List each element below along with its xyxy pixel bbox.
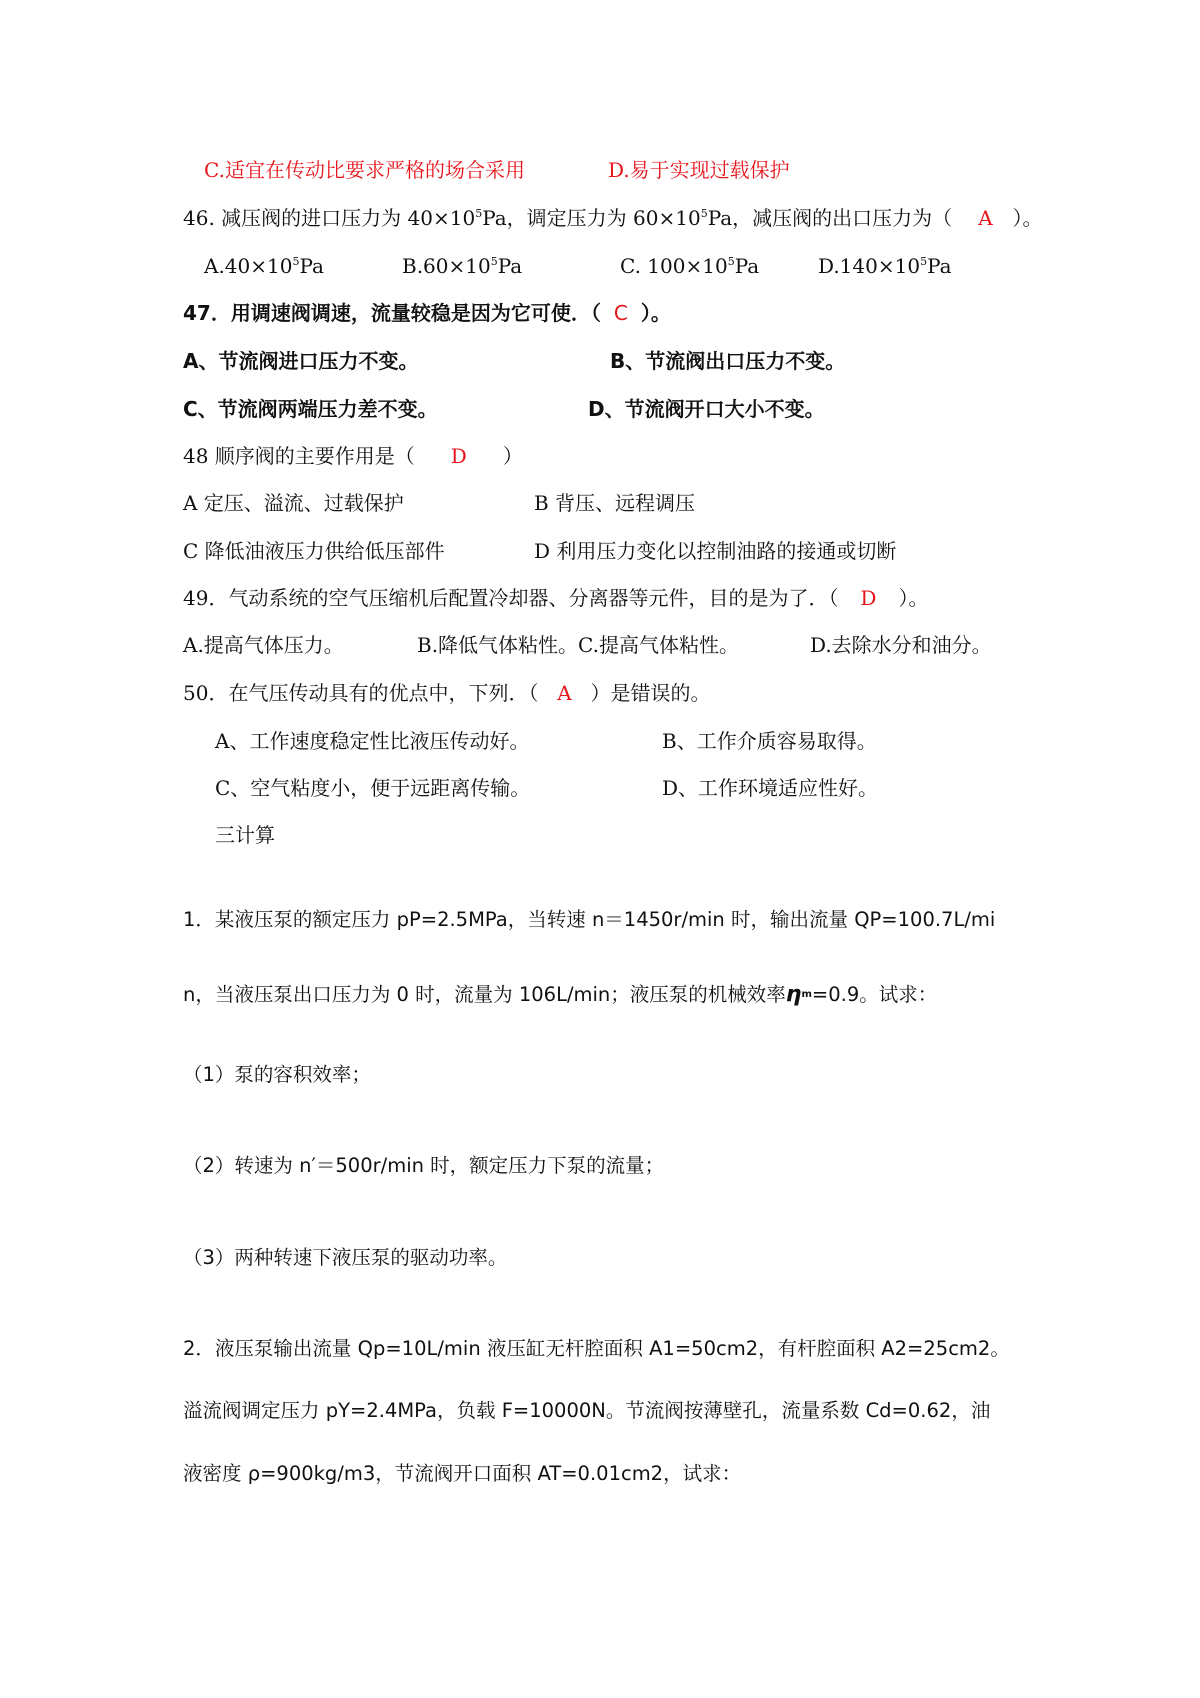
q48-option-c: C 降低油液压力供给低压部件 bbox=[183, 539, 445, 563]
calc2-line1: 2．液压泵输出流量 Qp=10L/min 液压缸无杆腔面积 A1=50cm2，有杆腔面积 A2=25cm2。 bbox=[183, 1337, 1010, 1360]
q49-option-a: A.提高气体压力。 bbox=[183, 633, 344, 657]
q50-option-a: A、工作速度稳定性比液压传动好。 bbox=[215, 729, 530, 753]
q46-stem-c: Pa，减压阀的出口压力为（ bbox=[707, 206, 953, 230]
q46-question: 46. 减压阀的进口压力为 $40\times 10^5Pa$，调定压力为 $60\times 10^5Pa$，减压阀的出口压力为（ A ）。 bbox=[183, 206, 1043, 230]
calc1-line2: n，当液压泵出口压力为 0 时，流量为 106L/min；液压泵的机械效率ηm=0.9。试求： bbox=[183, 982, 938, 1007]
q46-stem-a: 减压阀的进口压力为 40×10 bbox=[221, 206, 476, 230]
q50-answer: A bbox=[557, 681, 572, 705]
q46-stem-b: Pa，调定压力为 60×10 bbox=[482, 206, 701, 230]
calc2-line2: 溢流阀调定压力 pY=2.4MPa，负载 F=10000N。节流阀按薄壁孔，流量系数 Cd=0.62，油 bbox=[183, 1399, 991, 1422]
eta-symbol-icon: ηm bbox=[785, 982, 812, 1007]
section-title: 三计算 bbox=[215, 823, 275, 847]
q48-option-b: B 背压、远程调压 bbox=[534, 491, 696, 515]
q49-question: 49．气动系统的空气压缩机后配置冷却器、分离器等元件，目的是为了．（ D ）。 bbox=[183, 586, 929, 610]
q46-option-a: $A.40\times 10^5Pa$ bbox=[204, 254, 324, 278]
q48-option-a: A 定压、溢流、过载保护 bbox=[183, 491, 404, 515]
q48-question: 48 顺序阀的主要作用是（ D ） bbox=[183, 444, 523, 468]
q47-answer: C bbox=[613, 301, 628, 325]
q45-option-d: D.易于实现过载保护 bbox=[608, 158, 790, 182]
q49-option-d: D.去除水分和油分。 bbox=[810, 633, 992, 657]
q46-answer: A bbox=[978, 206, 993, 230]
q47-option-d: D、节流阀开口大小不变。 bbox=[588, 397, 825, 421]
q49-answer: D bbox=[860, 586, 877, 610]
q48-answer: D bbox=[450, 444, 467, 468]
q47-option-c: C、节流阀两端压力差不变。 bbox=[183, 397, 438, 421]
q48-option-d: D 利用压力变化以控制油路的接通或切断 bbox=[534, 539, 897, 563]
q50-question: 50．在气压传动具有的优点中，下列．（ A ）是错误的。 bbox=[183, 681, 711, 705]
q50-option-b: B、工作介质容易取得。 bbox=[662, 729, 877, 753]
calc1-sub3: （3）两种转速下液压泵的驱动功率。 bbox=[183, 1246, 508, 1269]
q47-option-a: A、节流阀进口压力不变。 bbox=[183, 349, 419, 373]
q50-option-d: D、工作环境适应性好。 bbox=[662, 776, 879, 800]
q50-option-c: C、空气粘度小，便于远距离传输。 bbox=[215, 776, 531, 800]
calc1-sub2: （2）转速为 n′＝500r/min 时，额定压力下泵的流量； bbox=[183, 1154, 665, 1177]
calc1-line1: 1．某液压泵的额定压力 pP=2.5MPa，当转速 n＝1450r/min 时，输出流量 QP=100.7L/mi bbox=[183, 908, 996, 931]
q46-option-d: $D.140\times 10^5Pa$ bbox=[818, 254, 952, 278]
q47-option-b: B、节流阀出口压力不变。 bbox=[610, 349, 846, 373]
q46-number: 46. bbox=[183, 206, 215, 230]
q46-option-b: $B.60\times 10^5Pa$ bbox=[402, 254, 523, 278]
q49-option-bc: B.降低气体粘性。C.提高气体粘性。 bbox=[417, 633, 740, 657]
calc2-line3: 液密度 ρ=900kg/m3，节流阀开口面积 AT=0.01cm2，试求： bbox=[183, 1462, 742, 1485]
q46-option-c: C. $100\times 10^5Pa$ bbox=[620, 254, 760, 278]
q47-question: 47．用调速阀调速，流量较稳是因为它可使．（ C ）。 bbox=[183, 301, 671, 325]
calc1-sub1: （1）泵的容积效率； bbox=[183, 1063, 371, 1086]
q45-option-c: C.适宜在传动比要求严格的场合采用 bbox=[204, 158, 525, 182]
